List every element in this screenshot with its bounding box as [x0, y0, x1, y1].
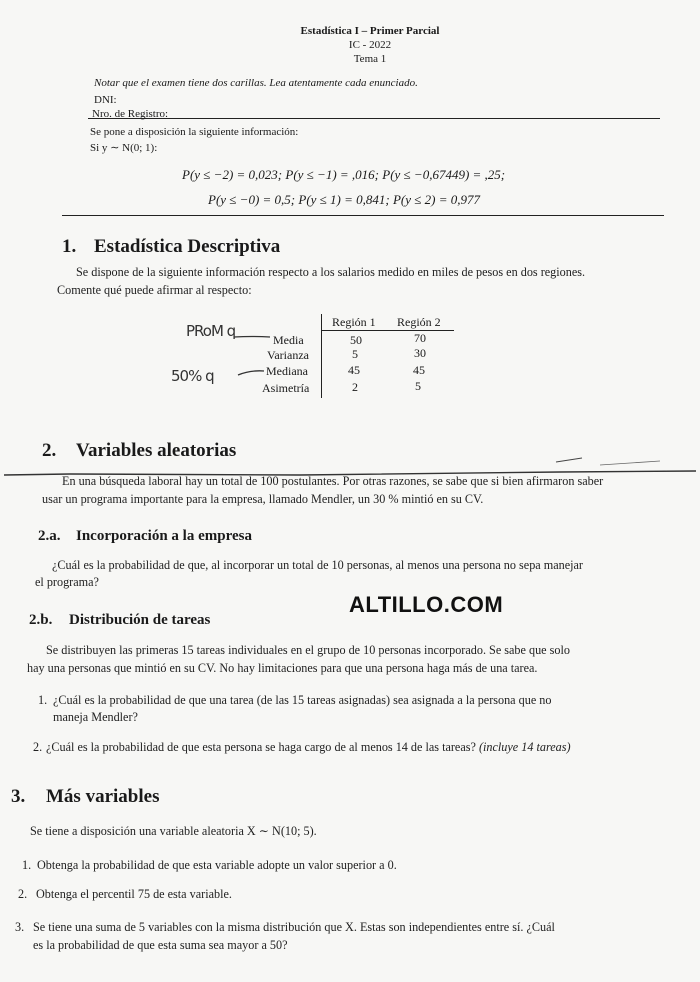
- cell-asimetria-r2: 5: [415, 379, 421, 393]
- table-header-rule: [322, 330, 454, 331]
- question-2b-1-line-1: ¿Cuál es la probabilidad de que una tarea (de las 15 tareas asignadas) sea asignada a la persona que no: [53, 693, 552, 707]
- handwritten-arrow-media: [232, 334, 272, 340]
- row-label-media: Media: [273, 333, 304, 347]
- question-3-2-text: Obtenga el percentil 75 de esta variable.: [36, 887, 232, 901]
- section-2-text-2: usar un programa importante para la empresa, llamado Mendler, un 30 % mintió en su CV.: [42, 492, 484, 506]
- subsection-2b-title: Distribución de tareas: [69, 612, 211, 628]
- handwritten-arrow-mediana: [236, 369, 266, 377]
- row-label-asimetria: Asimetría: [262, 381, 310, 395]
- table-header-region-2: Región 2: [397, 315, 441, 329]
- cell-varianza-r1: 5: [352, 347, 358, 361]
- exam-title: Estadística I – Primer Parcial: [300, 25, 440, 37]
- cell-media-r1: 50: [350, 333, 362, 347]
- subsection-2b-text-1: Se distribuyen las primeras 15 tareas individuales en el grupo de 10 personas incorporado. Se sabe que solo: [46, 643, 570, 657]
- cell-varianza-r2: 30: [414, 346, 426, 360]
- question-3-1-number: 1.: [22, 858, 32, 872]
- dni-label: DNI:: [94, 94, 117, 106]
- registro-line: [88, 118, 660, 119]
- subsection-2a-title: Incorporación a la empresa: [76, 528, 252, 544]
- section-3-number: 3.: [11, 786, 26, 807]
- section-1-number: 1.: [62, 236, 77, 257]
- section-2-number: 2.: [42, 440, 57, 461]
- cell-mediana-r2: 45: [413, 363, 425, 377]
- question-3-2-number: 2.: [18, 887, 28, 901]
- formula-line-2: P(y ≤ −0) = 0,5; P(y ≤ 1) = 0,841; P(y ≤ 2) = 0,977: [208, 192, 481, 207]
- question-3-1-text: Obtenga la probabilidad de que esta variable adopte un valor superior a 0.: [37, 858, 397, 872]
- exam-version: Tema 1: [353, 53, 387, 65]
- row-label-mediana: Mediana: [266, 364, 308, 378]
- watermark: ALTILLO.COM: [349, 592, 504, 617]
- section-3-intro: Se tiene a disposición una variable aleatoria X ∼ N(10; 5).: [30, 824, 317, 838]
- cell-asimetria-r1: 2: [352, 380, 358, 394]
- intro-divider: [62, 215, 664, 216]
- section-2-text-1: En una búsqueda laboral hay un total de 100 postulantes. Por otras razones, se sabe que si bien afirmaron saber: [62, 474, 604, 488]
- handwritten-note-mediana: 50% q: [171, 367, 214, 385]
- exam-term: IC - 2022: [348, 39, 392, 51]
- question-2b-1-line-2: maneja Mendler?: [53, 710, 138, 724]
- exam-note: Notar que el examen tiene dos carillas. Lea atentamente cada enunciado.: [94, 77, 418, 89]
- subsection-2a-number: 2.a.: [38, 528, 61, 544]
- table-header-region-1: Región 1: [332, 315, 376, 329]
- row-label-varianza: Varianza: [267, 348, 309, 362]
- handwritten-note-media: PRoM q: [186, 322, 236, 340]
- question-3-3-number: 3.: [15, 920, 25, 934]
- subsection-2b-number: 2.b.: [29, 612, 53, 628]
- question-2b-1-number: 1.: [38, 693, 48, 707]
- registro-label: Nro. de Registro:: [92, 108, 169, 120]
- subsection-2a-text-2: el programa?: [35, 575, 99, 589]
- table-column-rule: [321, 314, 322, 398]
- question-2b-2-text: ¿Cuál es la probabilidad de que esta persona se haga cargo de al menos 14 de las tareas? (incluye 14 tareas): [46, 740, 571, 754]
- question-2b-2-number: 2.: [33, 740, 43, 754]
- section-3-title: Más variables: [46, 786, 160, 807]
- section-1-title: Estadística Descriptiva: [94, 236, 281, 257]
- section-1-text-1: Se dispone de la siguiente información respecto a los salarios medido en miles de pesos en dos regiones.: [76, 265, 586, 279]
- subsection-2b-text-2: hay una personas que mintió en su CV. No hay limitaciones para que una persona haga más de una tarea.: [27, 661, 538, 675]
- intro-line-2: Si y ∼ N(0; 1):: [90, 142, 158, 154]
- cell-mediana-r1: 45: [348, 363, 360, 377]
- subsection-2a-text-1: ¿Cuál es la probabilidad de que, al incorporar un total de 10 personas, al menos una persona no sepa manejar: [52, 558, 583, 572]
- formula-line-1: P(y ≤ −2) = 0,023; P(y ≤ −1) = ,016; P(y ≤ −0,67449) = ,25;: [182, 167, 506, 182]
- question-3-3-line-1: Se tiene una suma de 5 variables con la misma distribución que X. Estas son independientes entre sí. ¿Cuál: [33, 920, 555, 934]
- section-1-text-2: Comente qué puede afirmar al respecto:: [57, 283, 252, 297]
- section-2-title: Variables aleatorias: [76, 440, 237, 461]
- intro-line-1: Se pone a disposición la siguiente información:: [90, 126, 299, 138]
- cell-media-r2: 70: [414, 331, 426, 345]
- question-3-3-line-2: es la probabilidad de que esta suma sea mayor a 50?: [33, 938, 288, 952]
